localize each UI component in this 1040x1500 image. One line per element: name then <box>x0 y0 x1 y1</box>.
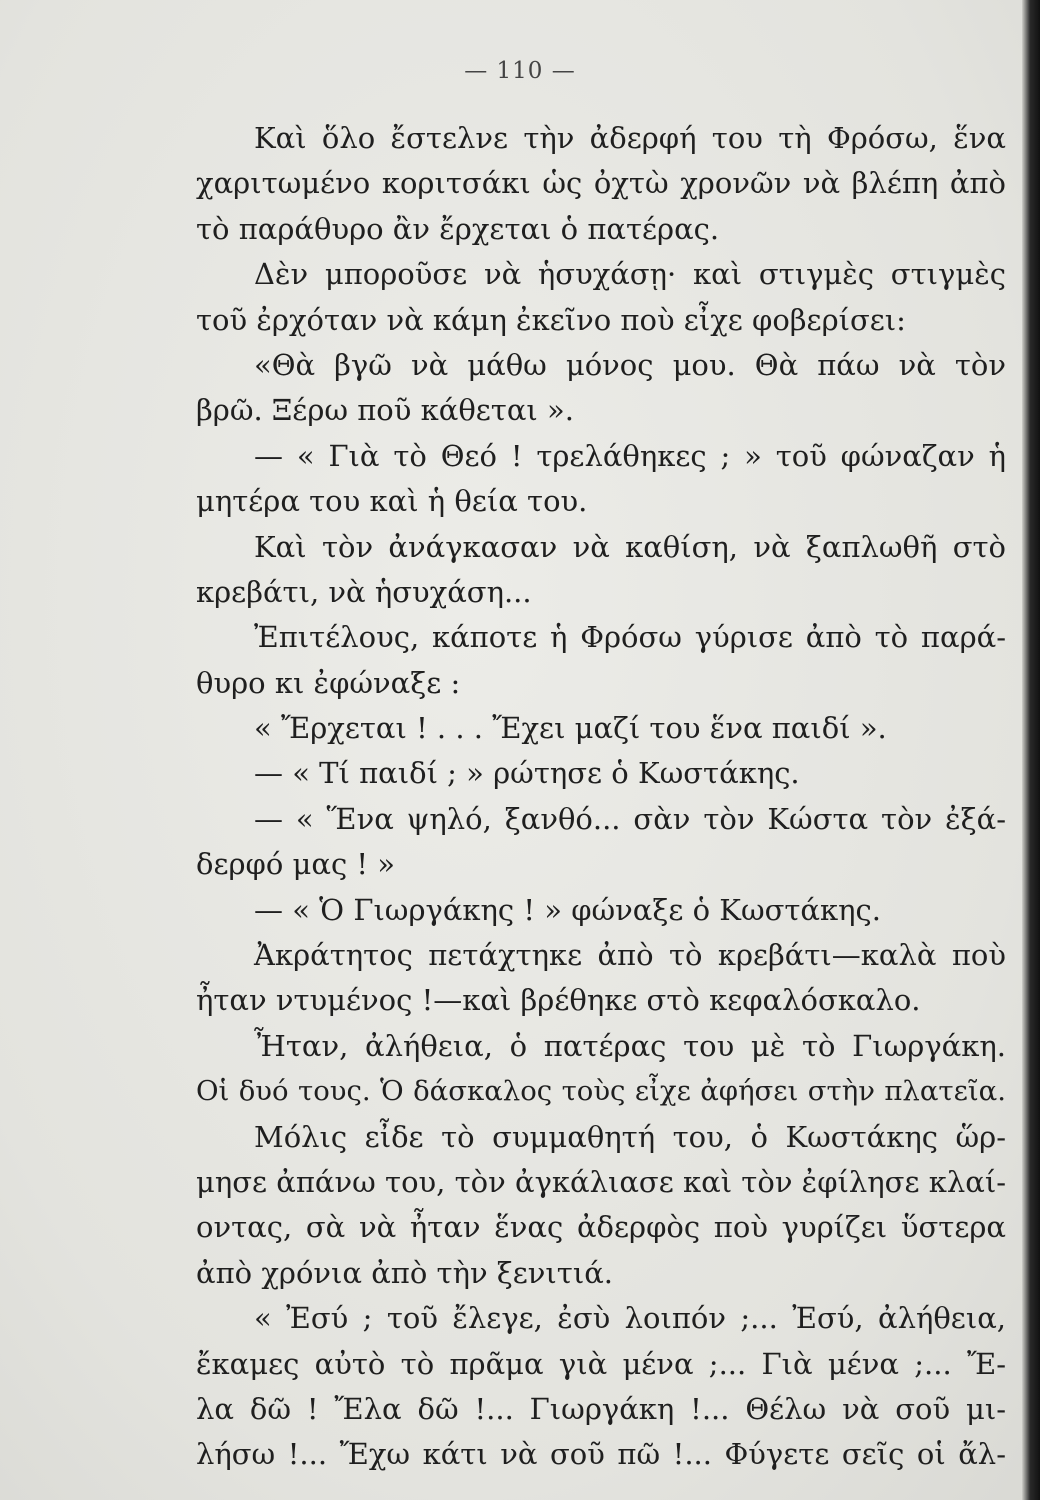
text-line: « Ἐσύ ; τοῦ ἔλεγε, ἐσὺ λοιπόν ;... Ἐσύ, ἀλήθεια, <box>254 1301 1006 1336</box>
text-line: — « Ὁ Γιωργάκης ! » φώναξε ὁ Κωστάκης. <box>254 892 881 927</box>
text-line: μησε ἀπάνω του, τὸν ἀγκάλιασε καὶ τὸν ἐφίλησε κλαί- <box>196 1164 1006 1199</box>
text-line: βρῶ. Ξέρω ποῦ κάθεται ». <box>196 393 574 428</box>
text-line: Ἦταν, ἀλήθεια, ὁ πατέρας του μὲ τὸ Γιωργάκη. <box>254 1028 1006 1063</box>
text-line: — « Γιὰ τὸ Θεό ! τρελάθηκες ; » τοῦ φώναζαν ἡ <box>254 438 1006 473</box>
text-line: Καὶ τὸν ἀνάγκασαν νὰ καθίση, νὰ ξαπλωθῆ στὸ <box>254 529 1006 564</box>
text-line: ἔκαμες αὐτὸ τὸ πρᾶμα γιὰ μένα ;... Γιὰ μένα ;... Ἔ- <box>196 1346 1006 1381</box>
text-line: κρεβάτι, νὰ ἡσυχάση... <box>196 574 532 609</box>
text-line: οντας, σὰ νὰ ἦταν ἕνας ἀδερφὸς ποὺ γυρίζει ὕστερα <box>196 1210 1006 1245</box>
text-line: — « Τί παιδί ; » ρώτησε ὁ Κωστάκης. <box>254 756 800 791</box>
text-line: Ἐπιτέλους, κάποτε ἡ Φρόσω γύρισε ἀπὸ τὸ παρά- <box>254 620 1006 655</box>
text-line: λα δῶ ! Ἔλα δῶ !... Γιωργάκη !... Θέλω νὰ σοῦ μι- <box>196 1391 1006 1426</box>
text-line: λήσω !... Ἔχω κάτι νὰ σοῦ πῶ !... Φύγετε σεῖς οἱ ἄλ- <box>196 1437 1006 1472</box>
text-line: μητέρα του καὶ ἡ θεία του. <box>196 484 588 519</box>
text-line: Οἱ δυό τους. Ὁ δάσκαλος τοὺς εἶχε ἀφήσει στὴν πλατεῖα. <box>196 1075 1006 1108</box>
text-line: χαριτωμένο κοριτσάκι ὡς ὀχτὼ χρονῶν νὰ βλέπη ἀπὸ <box>196 166 1006 201</box>
text-line: « Ἔρχεται ! . . . Ἔχει μαζί του ἕνα παιδί ». <box>254 711 887 746</box>
text-line: τοῦ ἐρχόταν νὰ κάμη ἐκεῖνο ποὺ εἶχε φοβερίσει: <box>196 302 906 337</box>
text-line: τὸ παράθυρο ἂν ἔρχεται ὁ πατέρας. <box>196 211 720 246</box>
text-line: ἀπὸ χρόνια ἀπὸ τὴν ξενιτιά. <box>196 1255 614 1290</box>
text-line: Καὶ ὅλο ἔστελνε τὴν ἀδερφή του τὴ Φρόσω, ἕνα <box>254 121 1006 155</box>
text-line: ἦταν ντυμένος !—καὶ βρέθηκε στὸ κεφαλόσκαλο. <box>196 983 921 1018</box>
text-line: θυρο κι ἐφώναξε : <box>196 665 461 700</box>
text-line: Δὲν μποροῦσε νὰ ἡσυχάσῃ· καὶ στιγμὲς στιγμὲς <box>254 257 1006 292</box>
body-text <box>196 116 1006 1478</box>
text-line: «Θὰ βγῶ νὰ μάθω μόνος μου. Θὰ πάω νὰ τὸν <box>254 347 1006 382</box>
text-line: Μόλις εἶδε τὸ συμμαθητή του, ὁ Κωστάκης ὥρ- <box>254 1119 1006 1154</box>
page-number: — 110 — <box>464 58 576 84</box>
book-spine-shadow <box>1022 0 1040 1500</box>
text-line: — « Ἕνα ψηλό, ξανθό... σὰν τὸν Κώστα τὸν ἐξά- <box>254 801 1006 836</box>
text-line: δερφό μας ! » <box>196 847 396 882</box>
text-line: Ἀκράτητος πετάχτηκε ἀπὸ τὸ κρεβάτι—καλὰ ποὺ <box>254 938 1006 973</box>
